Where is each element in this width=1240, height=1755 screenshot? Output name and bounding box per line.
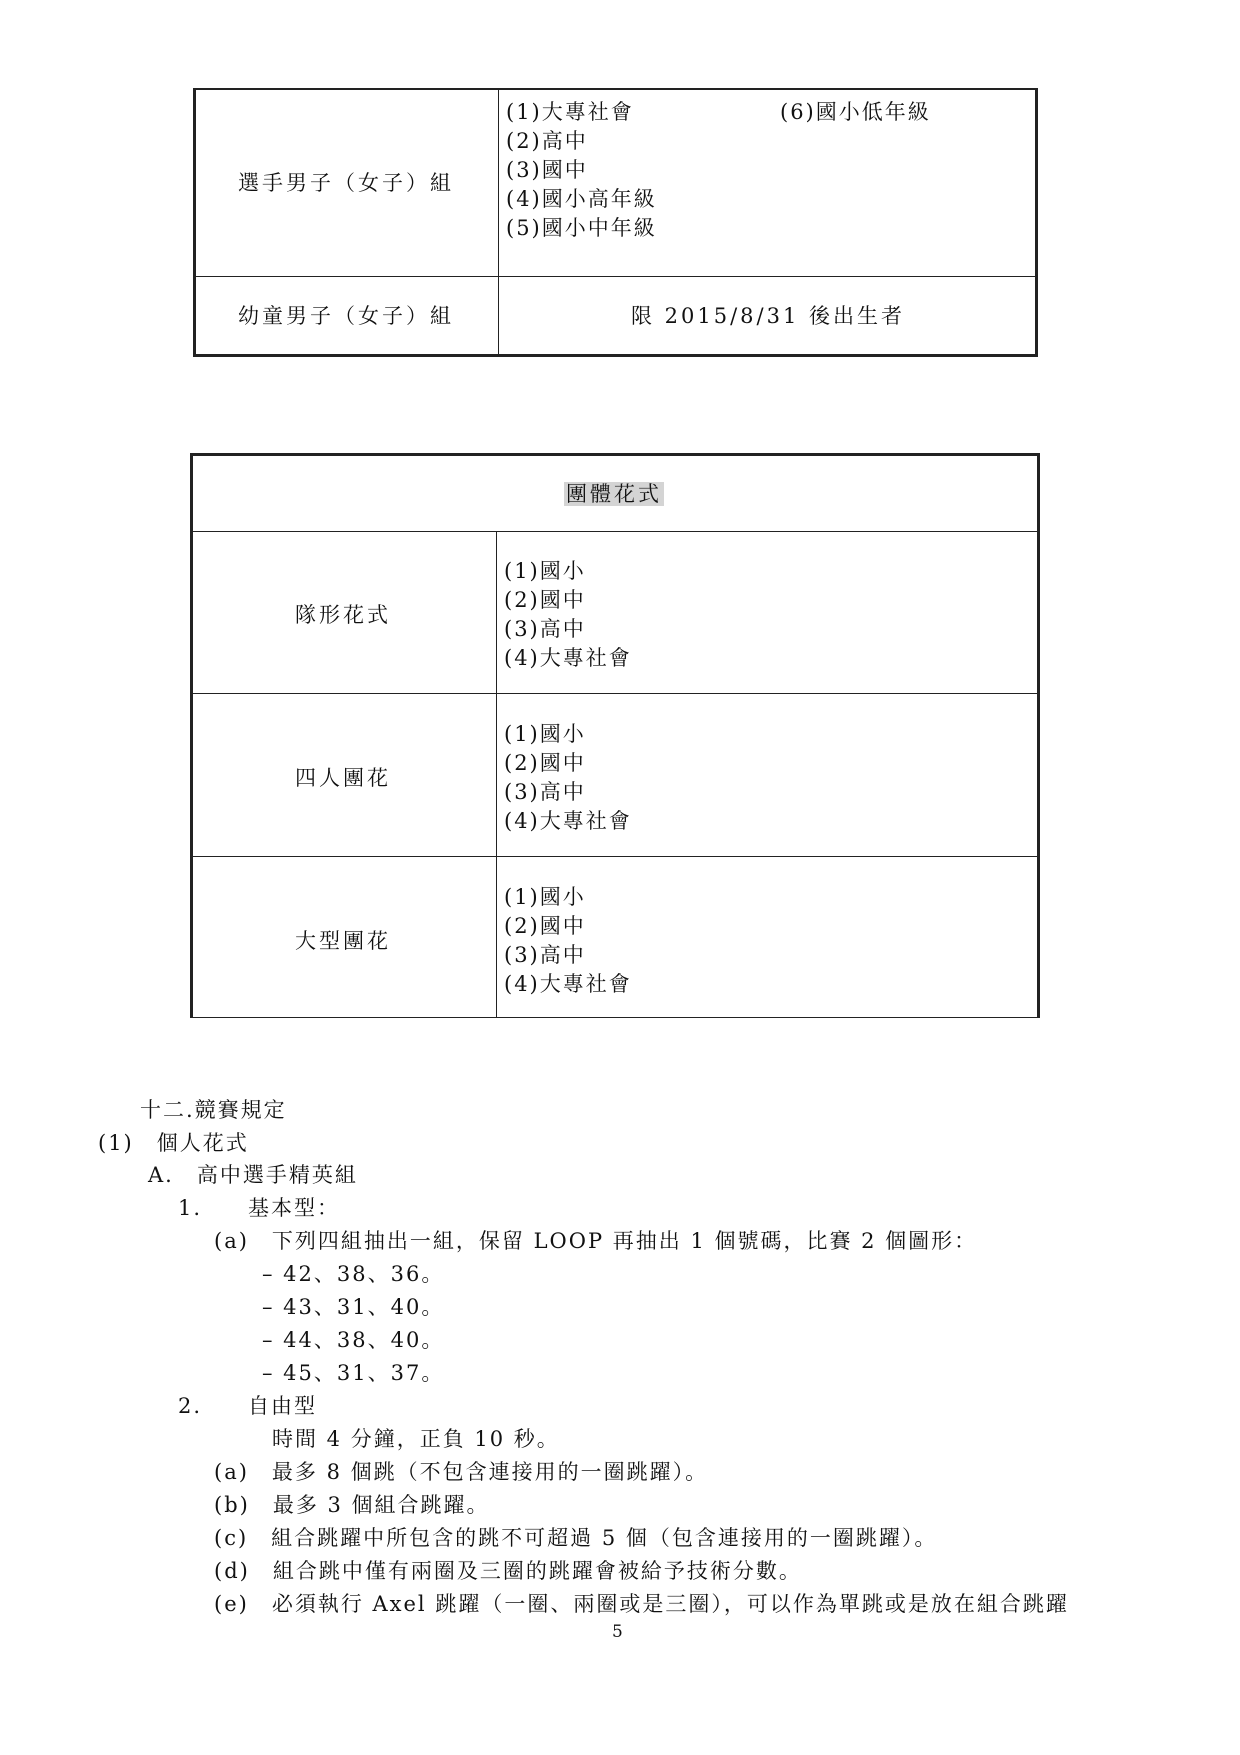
list-item: (3)高中 <box>504 943 586 967</box>
group-heading: A. 高中選手精英組 <box>148 1163 358 1187</box>
figure-set: – 42、38、36。 <box>262 1262 445 1286</box>
table-header <box>564 482 664 506</box>
list-item: (4)國小高年級 <box>506 187 657 211</box>
list-item: (5)國小中年級 <box>506 216 657 240</box>
list-item: (2)國中 <box>504 751 586 775</box>
table-border <box>1037 453 1040 1018</box>
table-divider <box>190 856 1040 857</box>
list-item: (4)大專社會 <box>504 809 632 833</box>
rule-text: (e) 必須執行 Axel 跳躍（一圈、兩圈或是三圈），可以作為單跳或是放在組合跳躍 <box>214 1592 1069 1616</box>
table-border <box>190 1017 1040 1018</box>
table-border <box>1035 88 1038 357</box>
row-label: 隊形花式 <box>295 603 391 627</box>
table-divider <box>498 88 499 357</box>
category-list <box>504 883 632 999</box>
row-label: 選手男子（女子）組 <box>238 171 454 195</box>
header-text: 團體花式 <box>566 482 662 506</box>
list-item: (4)大專社會 <box>504 646 632 670</box>
category-list <box>506 98 657 243</box>
section-heading: 十二.競賽規定 <box>140 1098 287 1122</box>
table-divider <box>496 531 497 1018</box>
rule-text: 時間 4 分鐘，正負 10 秒。 <box>272 1427 560 1451</box>
rule-text: (d) 組合跳中僅有兩圈及三圈的跳躍會被給予技術分數。 <box>214 1559 802 1583</box>
item-heading: 1. 基本型： <box>178 1196 341 1220</box>
category-list <box>504 720 632 836</box>
list-item: (2)高中 <box>506 129 588 153</box>
figure-set: – 44、38、40。 <box>262 1328 445 1352</box>
list-item: (4)大專社會 <box>504 972 632 996</box>
row-label: 幼童男子（女子）組 <box>238 304 454 328</box>
table-border <box>190 453 193 1018</box>
table-border <box>193 354 1038 357</box>
list-item: (2)國中 <box>504 914 586 938</box>
rule-text: (a) 下列四組抽出一組，保留 LOOP 再抽出 1 個號碼，比賽 2 個圖形： <box>214 1229 978 1253</box>
item-heading: 2. 自由型 <box>178 1394 318 1418</box>
figure-set: – 43、31、40。 <box>262 1295 445 1319</box>
page-number: 5 <box>612 1622 623 1642</box>
row-label: 四人團花 <box>295 766 391 790</box>
figure-set: – 45、31、37。 <box>262 1361 445 1385</box>
table-divider <box>190 693 1040 694</box>
table-border <box>193 88 1038 90</box>
list-item: (3)國中 <box>506 158 588 182</box>
list-item: (1)國小 <box>504 885 586 909</box>
table-divider <box>190 531 1040 532</box>
table-border <box>193 88 196 357</box>
list-item: (1)大專社會 <box>506 100 634 124</box>
table-border <box>190 453 1040 456</box>
category-list <box>504 557 632 673</box>
row-value: 限 2015/8/31 後出生者 <box>630 304 906 328</box>
subsection-heading: (1) 個人花式 <box>98 1131 249 1155</box>
rule-text: (b) 最多 3 個組合跳躍。 <box>214 1493 490 1517</box>
list-item: (2)國中 <box>504 588 586 612</box>
list-item: (3)高中 <box>504 617 586 641</box>
table-divider <box>193 276 1038 277</box>
list-item: (3)高中 <box>504 780 586 804</box>
list-item: (1)國小 <box>504 559 586 583</box>
rule-text: (a) 最多 8 個跳（不包含連接用的一圈跳躍）。 <box>214 1460 709 1484</box>
row-label: 大型團花 <box>295 929 391 953</box>
list-item: (1)國小 <box>504 722 586 746</box>
list-item: (6)國小低年級 <box>780 100 931 124</box>
rule-text: (c) 組合跳躍中所包含的跳不可超過 5 個（包含連接用的一圈跳躍）。 <box>214 1526 938 1550</box>
